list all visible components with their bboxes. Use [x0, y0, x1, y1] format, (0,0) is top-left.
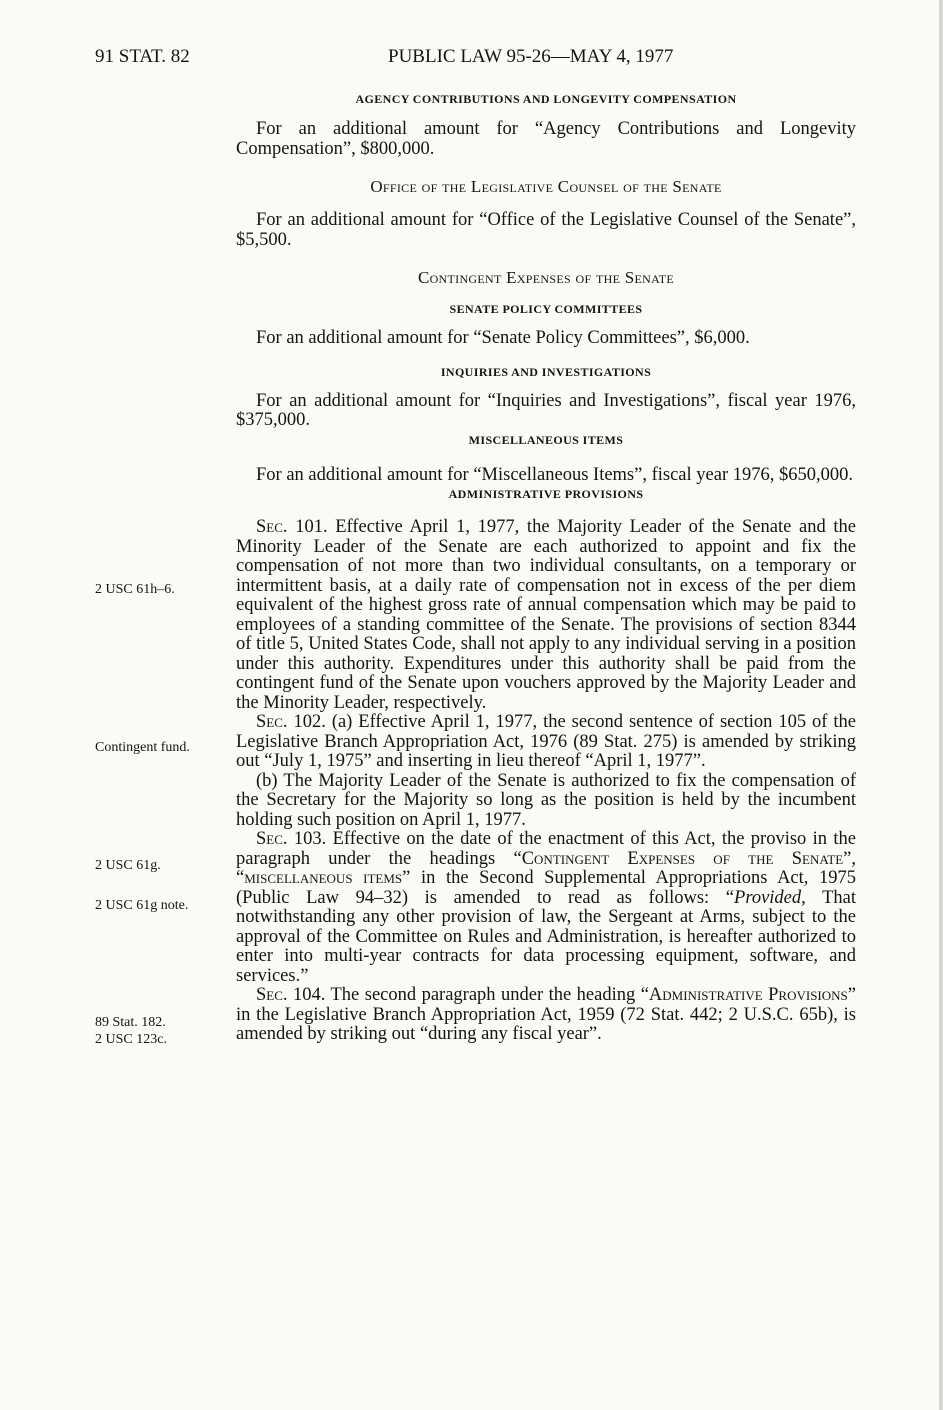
section-text-103-smallcaps2: miscellaneous items: [244, 868, 403, 888]
section-text-103-part1: Effective on the date of the enactment of this Act, the proviso in the paragraph under the headings “: [236, 829, 856, 869]
heading-miscellaneous: MISCELLANEOUS ITEMS: [468, 432, 624, 447]
section-text-103-part3: ” in the Second Supplemental Appropriations Act, 1975 (Public Law 94–32) is amended to read as follows: “: [236, 868, 857, 908]
heading-legislative-counsel: Office of the Legislative Counsel of the Senate: [370, 177, 722, 196]
section-text-104-part1: The second paragraph under the heading “: [325, 985, 649, 1005]
margin-note-contingent-fund: Contingent fund.: [95, 740, 190, 755]
paragraph-legislative-counsel: For an additional amount for “Office of the Legislative Counsel of the Senate”, $5,500.: [236, 210, 856, 250]
section-text-103-smallcaps1: Contingent Expenses of the Senate: [521, 848, 844, 869]
margin-note-89stat182: 89 Stat. 182.: [95, 1015, 166, 1030]
paragraph-sec-102a: [236, 713, 856, 772]
section-text-104-part2: ” in the Legislative Branch Appropriation Act, 1959 (72 Stat. 442; 2 U.S.C. 65b), is amended by striking out “during any fiscal year”.: [236, 985, 856, 1044]
section-text-101: Effective April 1, 1977, the Majority Leader of the Senate and the Minority Leader of the Senate are each authorized to appoint and fix the compensation of not more than two individual consultants, on a temporary or intermittent basis, at a daily rate of compensation not in excess of the per diem equivalent of the highest gross rate of annual compensation which may be paid to employees of a standing committee of the Senate. The provisions of section 8344 of title 5, United States Code, shall not apply to any individual serving in a position under this authority. Expenditures under this authority shall be paid from the contingent fund of the Senate upon vouchers approved by the Majority Leader and the Minority Leader, respectively.: [236, 517, 856, 713]
heading-contingent-expenses: Contingent Expenses of the Senate: [417, 268, 675, 287]
section-text-103-part2: ”, “: [236, 848, 857, 888]
paragraph-sec-101: [236, 518, 856, 713]
law-title: PUBLIC LAW 95-26—MAY 4, 1977: [388, 46, 674, 67]
heading-administrative: ADMINISTRATIVE PROVISIONS: [448, 487, 644, 501]
section-text-102a: (a) Effective April 1, 1977, the second sentence of section 105 of the Legislative Branch Appropriation Act, 1976 (89 Stat. 275) is amended by striking out “July 1, 1975” and inserting in lieu thereof “April 1, 1977”.: [236, 712, 856, 771]
heading-inquiries: INQUIRIES AND INVESTIGATIONS: [440, 364, 652, 379]
heading-agency: AGENCY CONTRIBUTIONS AND LONGEVITY COMPENSATION: [355, 92, 737, 106]
margin-note-2usc61g-note: 2 USC 61g note.: [95, 898, 189, 913]
paragraph-miscellaneous: For an additional amount for “Miscellaneous Items”, fiscal year 1976, $650,000.: [256, 464, 853, 485]
section-label-103: Sec. 103.: [256, 829, 327, 849]
section-text-103-italic: Provided,: [734, 887, 806, 908]
section-label-101: Sec. 101.: [256, 517, 328, 537]
stat-reference: 91 STAT. 82: [95, 46, 190, 67]
paragraph-sec-103: [236, 830, 856, 986]
margin-note-2usc61h6: 2 USC 61h–6.: [95, 582, 175, 597]
page-edge: [939, 0, 943, 1410]
margin-note-2usc123c: 2 USC 123c.: [95, 1032, 167, 1047]
heading-policy-committees: SENATE POLICY COMMITTEES: [449, 302, 643, 316]
margin-note-2usc61g: 2 USC 61g.: [95, 858, 161, 873]
page-header: [0, 46, 943, 76]
section-label-104: Sec. 104.: [256, 985, 326, 1005]
paragraph-inquiries: For an additional amount for “Inquiries and Investigations”, fiscal year 1976, $375,000.: [236, 390, 856, 430]
paragraph-policy-committees: For an additional amount for “Senate Policy Committees”, $6,000.: [256, 328, 750, 348]
section-label-102: Sec. 102.: [256, 712, 326, 732]
paragraph-sec-104: [236, 986, 856, 1045]
paragraph-agency: For an additional amount for “Agency Contributions and Longevity Compensation”, $800,000.: [236, 119, 856, 159]
paragraph-sec-102b: (b) The Majority Leader of the Senate is authorized to fix the compensation of the Secretary for the Majority so long as the position is held by the incumbent holding such position on April 1, 1977.: [236, 770, 856, 830]
section-text-103-part4: That notwithstanding any other provision of law, the Sergeant at Arms, subject to the approval of the Committee on Rules and Administration, is hereafter authorized to enter into multi-year contracts for data processing equipment, software, and services.”: [236, 887, 856, 986]
document-body: [236, 92, 856, 1045]
section-text-104-smallcaps: Administrative Provisions: [648, 985, 848, 1005]
